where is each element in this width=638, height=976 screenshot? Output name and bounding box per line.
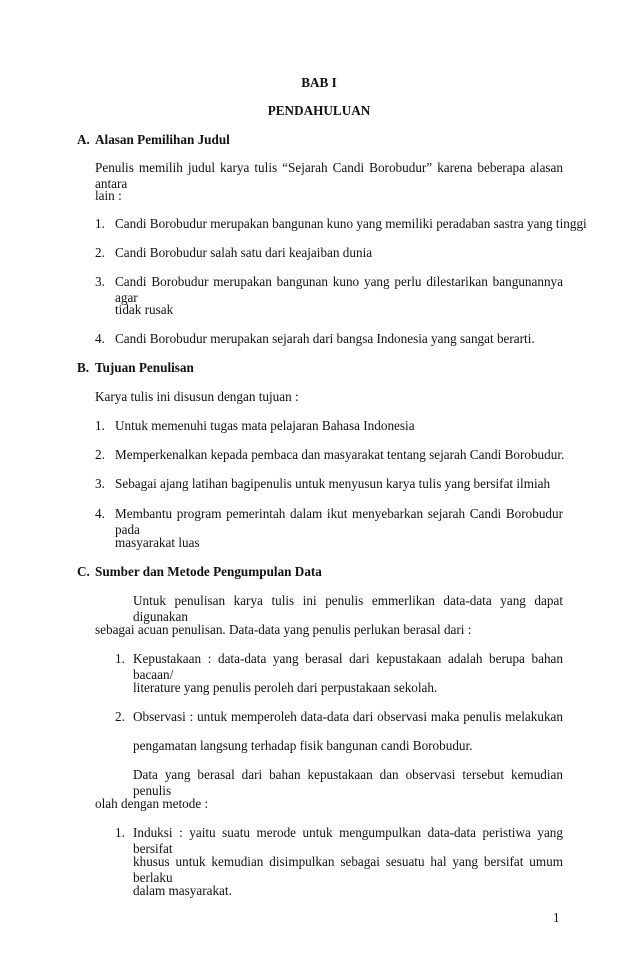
list-item-continuation: tidak rusak: [115, 302, 174, 317]
list-item: Untuk memenuhi tugas mata pelajaran Bahasa Indonesia: [115, 418, 415, 433]
list-item-continuation: khusus untuk kemudian disimpulkan sebagai sesuatu hal yang bersifat umum berlaku: [133, 854, 563, 885]
list-item: Induksi : yaitu suatu merode untuk mengumpulkan data-data peristiwa yang bersifat: [133, 825, 563, 856]
list-item: Observasi : untuk memperoleh data-data dari observasi maka penulis melakukan: [133, 709, 563, 724]
paragraph-line: Data yang berasal dari bahan kepustakaan dan observasi tersebut kemudian penulis: [133, 767, 563, 798]
list-number: 3.: [95, 274, 105, 289]
paragraph-line: Untuk penulisan karya tulis ini penulis emmerlikan data-data yang dapat digunakan: [133, 593, 563, 624]
paragraph-line: olah dengan metode :: [95, 796, 209, 811]
list-item: Kepustakaan : data-data yang berasal dari kepustakaan adalah berupa bahan bacaan/: [133, 651, 563, 682]
section-b-marker: B.: [77, 360, 90, 375]
list-item: Candi Borobudur merupakan bangunan kuno yang memiliki peradaban sastra yang tinggi: [115, 216, 587, 231]
section-a-marker: A.: [77, 132, 90, 147]
list-number: 3.: [95, 476, 105, 491]
list-item-continuation: dalam masyarakat.: [133, 883, 232, 898]
chapter-label: BAB I: [301, 75, 337, 90]
paragraph-line: sebagai acuan penulisan. Data-data yang penulis perlukan berasal dari :: [95, 622, 472, 637]
section-b-heading: Tujuan Penulisan: [95, 360, 194, 375]
section-a-intro-line: lain :: [95, 188, 122, 203]
section-c-marker: C.: [77, 564, 90, 579]
list-item: Candi Borobudur salah satu dari keajaiban dunia: [115, 245, 373, 260]
list-item: Candi Borobudur merupakan sejarah dari bangsa Indonesia yang sangat berarti.: [115, 331, 535, 346]
page-title: PENDAHULUAN: [267, 103, 371, 118]
list-number: 4.: [95, 331, 105, 346]
list-item: Sebagai ajang latihan bagipenulis untuk menyusun karya tulis yang bersifat ilmiah: [115, 476, 551, 491]
list-item-continuation: masyarakat luas: [115, 535, 200, 550]
list-item: Membantu program pemerintah dalam ikut menyebarkan sejarah Candi Borobudur pada: [115, 506, 563, 537]
section-a-heading: Alasan Pemilihan Judul: [95, 132, 230, 147]
list-number: 2.: [115, 709, 125, 724]
list-item-continuation: pengamatan langsung terhadap fisik bangunan candi Borobudur.: [133, 738, 473, 753]
list-item: Candi Borobudur merupakan bangunan kuno yang perlu dilestarikan bangunannya agar: [115, 274, 563, 305]
list-number: 1.: [115, 651, 125, 666]
list-number: 4.: [95, 506, 105, 521]
list-number: 1.: [115, 825, 125, 840]
section-b-intro: Karya tulis ini disusun dengan tujuan :: [95, 389, 299, 404]
list-number: 2.: [95, 447, 105, 462]
section-c-heading: Sumber dan Metode Pengumpulan Data: [95, 564, 322, 579]
list-item: Memperkenalkan kepada pembaca dan masyarakat tentang sejarah Candi Borobudur.: [115, 447, 565, 462]
page-number: 1: [553, 910, 560, 925]
list-number: 1.: [95, 418, 105, 433]
section-a-intro-line: Penulis memilih judul karya tulis “Sejarah Candi Borobudur” karena beberapa alasan antara: [95, 160, 563, 191]
list-item-continuation: literature yang penulis peroleh dari perpustakaan sekolah.: [133, 680, 438, 695]
list-number: 1.: [95, 216, 105, 231]
list-number: 2.: [95, 245, 105, 260]
